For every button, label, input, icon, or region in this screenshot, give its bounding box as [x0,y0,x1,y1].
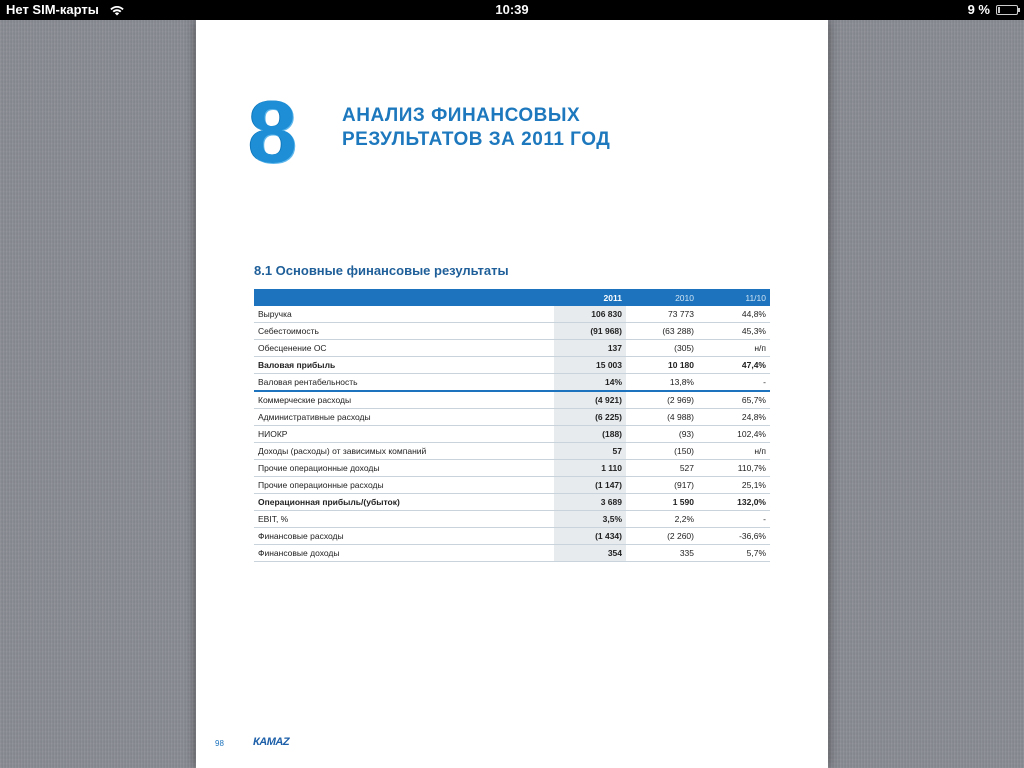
value-change: 47,4% [698,357,770,374]
value-2011: 3,5% [554,511,626,528]
table-row [254,391,770,409]
value-change: - [698,511,770,528]
header-2011: 2011 [554,289,626,306]
row-label: Обесценение ОС [254,340,554,357]
value-2010: 527 [626,460,698,477]
value-change: 44,8% [698,306,770,323]
kamaz-logo: КАМАZ [253,736,290,748]
row-label: Валовая прибыль [254,357,554,374]
table-row [254,323,770,340]
carrier-label: Нет SIM-карты [6,2,99,17]
value-2010: 1 590 [626,494,698,511]
table-row [254,477,770,494]
financial-results-table [254,289,770,562]
value-2010: (917) [626,477,698,494]
row-label: Коммерческие расходы [254,391,554,409]
value-change: -36,6% [698,528,770,545]
row-label: Прочие операционные доходы [254,460,554,477]
value-2011: 57 [554,443,626,460]
value-change: - [698,374,770,392]
value-2011: (1 147) [554,477,626,494]
value-2011: (6 225) [554,409,626,426]
row-label: Себестоимость [254,323,554,340]
page-number: 98 [215,739,224,748]
header-label [254,289,554,306]
table-row [254,494,770,511]
row-label: Выручка [254,306,554,323]
table-row [254,374,770,392]
battery-icon [996,5,1018,15]
table-row [254,443,770,460]
value-2010: (150) [626,443,698,460]
value-change: н/п [698,443,770,460]
value-2011: (188) [554,426,626,443]
value-change: 132,0% [698,494,770,511]
value-change: н/п [698,340,770,357]
value-2010: (93) [626,426,698,443]
value-change: 110,7% [698,460,770,477]
value-2010: (2 969) [626,391,698,409]
battery-level [998,7,1000,13]
row-label: Доходы (расходы) от зависимых компаний [254,443,554,460]
table-header-row [254,289,770,306]
value-change: 24,8% [698,409,770,426]
value-2011: (91 968) [554,323,626,340]
header-2010: 2010 [626,289,698,306]
value-change: 45,3% [698,323,770,340]
row-label: Операционная прибыль/(убыток) [254,494,554,511]
status-bar [0,0,1024,20]
value-change: 5,7% [698,545,770,562]
table-row [254,528,770,545]
table-row [254,409,770,426]
value-2011: 15 003 [554,357,626,374]
value-2010: (305) [626,340,698,357]
row-label: Административные расходы [254,409,554,426]
value-change: 25,1% [698,477,770,494]
value-2010: 2,2% [626,511,698,528]
row-label: Финансовые доходы [254,545,554,562]
value-2010: (2 260) [626,528,698,545]
row-label: EBIT, % [254,511,554,528]
chapter-title-line1: АНАЛИЗ ФИНАНСОВЫХ [342,105,581,126]
table-row [254,460,770,477]
table-row [254,511,770,528]
row-label: Валовая рентабельность [254,374,554,392]
table-row [254,357,770,374]
value-2011: (1 434) [554,528,626,545]
chapter-title [342,104,702,152]
document-page[interactable] [196,20,828,768]
value-2010: 13,8% [626,374,698,392]
value-2010: 10 180 [626,357,698,374]
value-2011: 137 [554,340,626,357]
section-title: 8.1 Основные финансовые результаты [254,263,509,278]
value-change: 102,4% [698,426,770,443]
value-2010: 335 [626,545,698,562]
value-2010: 73 773 [626,306,698,323]
value-2011: 1 110 [554,460,626,477]
value-change: 65,7% [698,391,770,409]
row-label: НИОКР [254,426,554,443]
chapter-number: 8 [248,82,295,181]
value-2010: (4 988) [626,409,698,426]
value-2010: (63 288) [626,323,698,340]
battery-percentage: 9 % [967,2,990,17]
table-row [254,340,770,357]
header-change: 11/10 [698,289,770,306]
value-2011: 3 689 [554,494,626,511]
row-label: Прочие операционные расходы [254,477,554,494]
table-row [254,306,770,323]
value-2011: 354 [554,545,626,562]
table-body [254,306,770,562]
chapter-title-line2: РЕЗУЛЬТАТОВ ЗА 2011 ГОД [342,129,611,150]
value-2011: (4 921) [554,391,626,409]
row-label: Финансовые расходы [254,528,554,545]
value-2011: 106 830 [554,306,626,323]
value-2011: 14% [554,374,626,392]
table-row [254,545,770,562]
clock: 10:39 [495,2,529,17]
table-row [254,426,770,443]
